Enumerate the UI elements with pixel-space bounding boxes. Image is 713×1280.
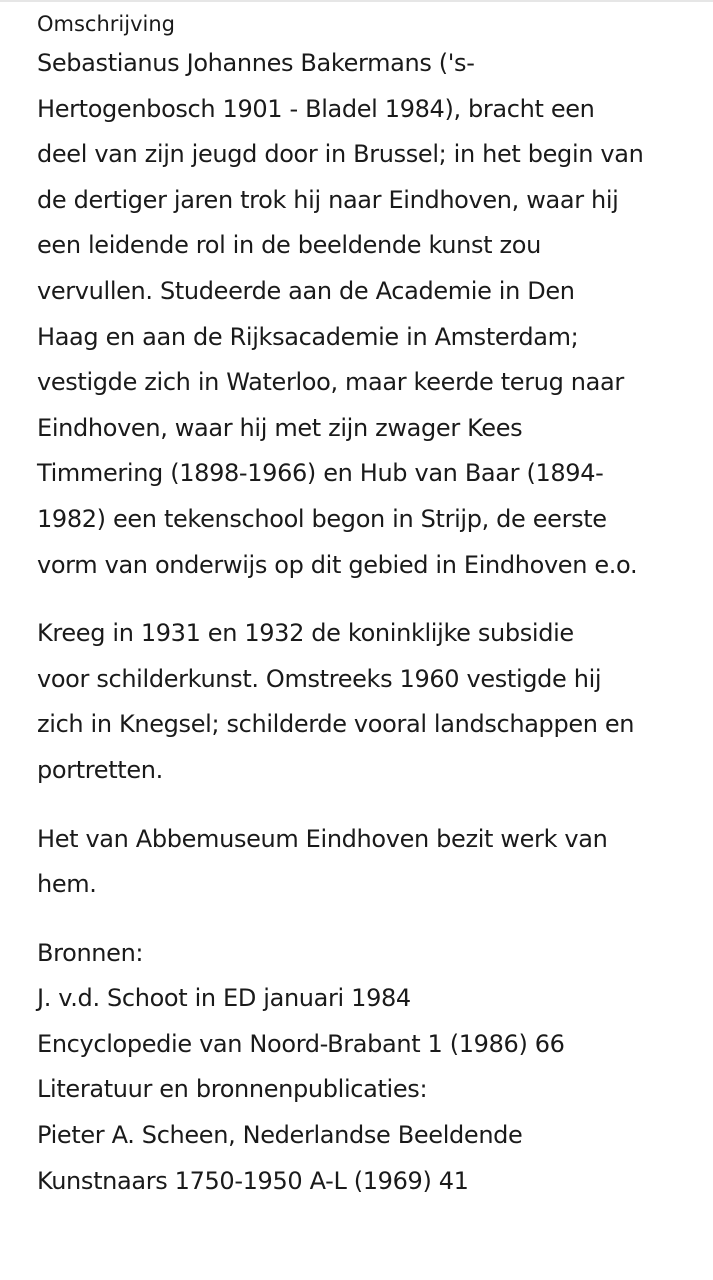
text-line: vervullen. Studeerde aan de Academie in Den xyxy=(37,276,575,305)
text-line: hem. xyxy=(37,870,97,899)
top-divider xyxy=(0,0,713,2)
text-line: een leidende rol in de beeldende kunst zou xyxy=(37,231,541,260)
paragraph-museum xyxy=(37,817,687,908)
text-line: voor schilderkunst. Omstreeks 1960 vestigde hij xyxy=(37,664,602,693)
text-line: Timmering (1898-1966) en Hub van Baar (1894- xyxy=(37,459,604,488)
text-line: Sebastianus Johannes Bakermans ('s- xyxy=(37,49,475,77)
paragraph-spacer xyxy=(37,588,687,611)
paragraph-spacer xyxy=(37,794,687,817)
text-line: Encyclopedie van Noord-Brabant 1 (1986) 66 xyxy=(37,1029,565,1058)
text-line: Kreeg in 1931 en 1932 de koninklijke subsidie xyxy=(37,619,574,648)
text-line: J. v.d. Schoot in ED januari 1984 xyxy=(37,984,411,1013)
text-line: vestigde zich in Waterloo, maar keerde terug naar xyxy=(37,368,624,397)
paragraph-subsidy xyxy=(37,611,687,793)
text-line: vorm van onderwijs op dit gebied in Eindhoven e.o. xyxy=(37,550,638,579)
text-line: Het van Abbemuseum Eindhoven bezit werk van xyxy=(37,824,608,853)
text-line: Pieter A. Scheen, Nederlandse Beeldende xyxy=(37,1121,523,1150)
paragraph-spacer xyxy=(37,908,687,931)
text-line: zich in Knegsel; schilderde vooral landschappen en xyxy=(37,710,635,739)
text-line: Eindhoven, waar hij met zijn zwager Kees xyxy=(37,413,523,442)
text-line: Hertogenbosch 1901 - Bladel 1984), bracht een xyxy=(37,94,595,123)
text-line: Literatuur en bronnenpublicaties: xyxy=(37,1075,428,1104)
description-section xyxy=(37,9,687,1204)
text-line: Haag en aan de Rijksacademie in Amsterdam; xyxy=(37,322,579,351)
text-line: deel van zijn jeugd door in Brussel; in het begin van xyxy=(37,140,644,169)
text-line: Bronnen: xyxy=(37,938,144,967)
text-line: Kunstnaars 1750-1950 A-L (1969) 41 xyxy=(37,1166,469,1195)
text-line: portretten. xyxy=(37,755,163,784)
text-line: de dertiger jaren trok hij naar Eindhoven, waar hij xyxy=(37,185,619,214)
text-line: 1982) een tekenschool begon in Strijp, de eerste xyxy=(37,504,607,533)
paragraph-sources xyxy=(37,931,687,1205)
section-label: Omschrijving xyxy=(37,12,175,36)
paragraph-biography xyxy=(37,41,687,588)
